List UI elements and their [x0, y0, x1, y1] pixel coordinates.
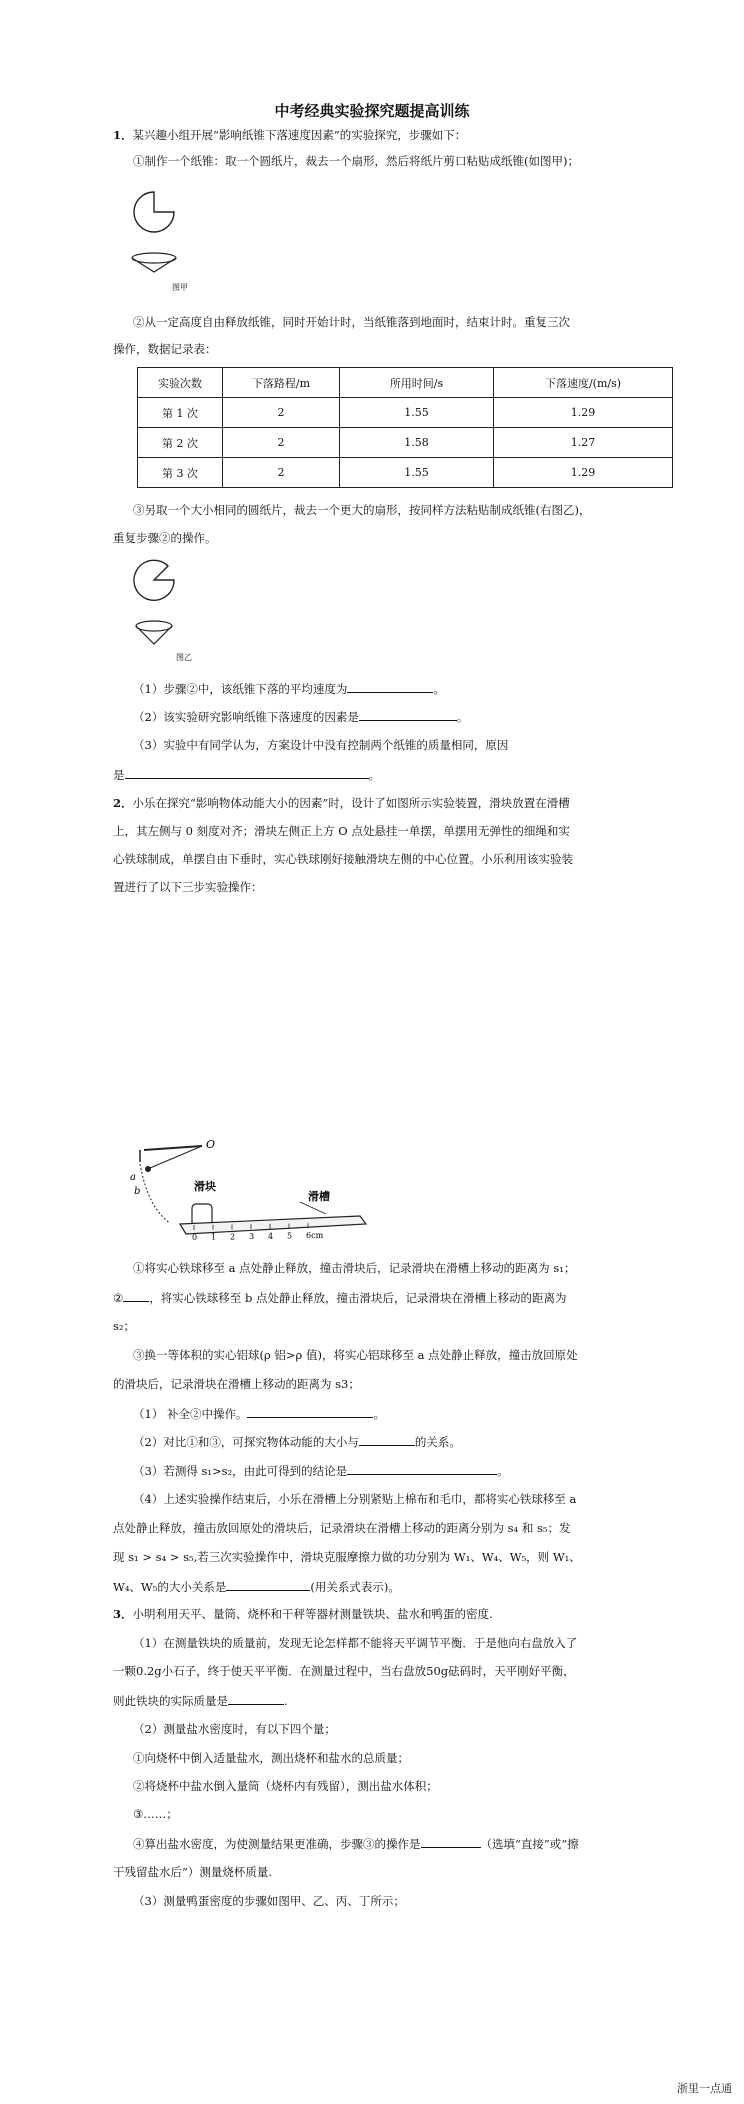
q3-p3: （3）测量鸭蛋密度的步骤如图甲、乙、丙、丁所示； — [133, 1894, 405, 1908]
table-header: 所用时间/s — [340, 368, 494, 398]
q3-p2-step2: ②将烧杯中盐水倒入量筒（烧杯内有残留），测出盐水体积； — [133, 1779, 438, 1793]
label-block: 滑块 — [194, 1180, 216, 1193]
q2-op1: ①将实心铁球移至 a 点处静止释放，撞击滑块后，记录滑块在滑槽上移动的距离为 s₁； — [133, 1261, 576, 1275]
label-a: a — [130, 1172, 136, 1183]
q2-sub4-line1: （4）上述实验操作结束后，小乐在滑槽上分别紧贴上棉布和毛巾，都将实心铁球移至 a — [133, 1492, 577, 1506]
answer-blank[interactable] — [247, 1405, 373, 1418]
cut-circle-shape — [134, 560, 174, 600]
q1-sub3-line2 — [113, 766, 380, 783]
q2-sub2 — [133, 1433, 461, 1450]
cone-figure-yi — [130, 558, 190, 658]
table-header: 下落速度/(m/s) — [494, 368, 673, 398]
answer-blank[interactable] — [347, 680, 433, 693]
q2-sub1 — [133, 1405, 385, 1422]
table-cell: 2 — [223, 458, 340, 488]
table-cell: 2 — [223, 428, 340, 458]
label-groove: 滑槽 — [308, 1190, 330, 1203]
q3-p2-step1: ①向烧杯中倒入适量盐水，测出烧杯和盐水的总质量； — [133, 1751, 409, 1765]
ruler-tick-label: 2 — [230, 1232, 236, 1242]
table-row — [138, 458, 673, 488]
table-cell: 1.29 — [494, 458, 673, 488]
table-header-row — [138, 368, 673, 398]
q1-sub2-text: （2）该实验研究影响纸锥下落速度的因素是 — [133, 710, 359, 724]
q3-p1-end: . — [284, 1694, 288, 1708]
groove-pointer — [300, 1202, 326, 1214]
q2-line3: 心铁球制成，单摆自由下垂时，实心铁球刚好接触滑块左侧的中心位置。小乐利用该实验装 — [113, 852, 573, 866]
q2-line1-text: 小乐在探究“影响物体动能大小的因素”时，设计了如图所示实验装置，滑块放置在滑槽 — [132, 796, 570, 810]
answer-blank[interactable] — [123, 1289, 149, 1302]
answer-blank[interactable] — [359, 1433, 415, 1446]
period: 。 — [433, 682, 445, 696]
q3-p2-step3: ③……； — [133, 1807, 178, 1821]
q2-op2-text: ，将实心铁球移至 b 点处静止释放，撞击滑块后，记录滑块在滑槽上移动的距离为 — [149, 1291, 567, 1305]
q1-sub3-line1: （3）实验中有同学认为，方案设计中没有控制两个纸锥的质量相同，原因 — [133, 738, 509, 752]
ruler-tick-label: 1 — [211, 1232, 217, 1242]
q2-sub3 — [133, 1462, 509, 1479]
table-cell: 1.27 — [494, 428, 673, 458]
table-row — [138, 398, 673, 428]
table-cell: 第 1 次 — [138, 398, 223, 428]
q2-op2-end: s₂； — [113, 1319, 136, 1333]
q1-step3-line1: ③另取一个大小相同的圆纸片，裁去一个更大的扇形，按同样方法粘贴制成纸锥(右图乙)， — [133, 503, 591, 517]
q1-intro — [113, 127, 466, 143]
q3-intro-text: 小明利用天平、量筒、烧杯和干秤等器材测量铁块、盐水和鸭蛋的密度. — [132, 1607, 493, 1621]
table-cell: 1.29 — [494, 398, 673, 428]
answer-blank[interactable] — [421, 1835, 481, 1848]
ruler-tick-label: 3 — [249, 1232, 255, 1242]
iron-ball — [145, 1166, 151, 1172]
data-table — [137, 367, 673, 488]
q1-step2-line2: 操作，数据记录表： — [113, 342, 217, 356]
q2-sub3-text: （3）若测得 s₁>s₂，由此可得到的结论是 — [133, 1464, 348, 1478]
q1-sub1-text: （1）步骤②中，该纸锥下落的平均速度为 — [133, 682, 348, 696]
q1-step3-line2: 重复步骤②的操作。 — [113, 531, 217, 545]
answer-blank[interactable] — [226, 1578, 310, 1591]
cone-rim — [136, 621, 172, 631]
period: 。 — [497, 1464, 509, 1478]
q1-step1: ①制作一个纸锥：取一个圆纸片，裁去一个扇形，然后将纸片剪口粘贴成纸锥(如图甲)； — [133, 154, 579, 168]
period: 。 — [368, 768, 380, 782]
table-cell: 1.55 — [340, 458, 494, 488]
q2-line2: 上，其左侧与 0 刻度对齐；滑块左侧正上方 O 点处悬挂一单摆，单摆用无弹性的细绳和实 — [113, 824, 570, 838]
ruler-tick-label: 4 — [268, 1231, 274, 1241]
table-header: 实验次数 — [138, 368, 223, 398]
period: 。 — [373, 1407, 385, 1421]
swing-arc — [140, 1164, 170, 1223]
ruler-tick-label: 0 — [192, 1233, 198, 1242]
q1-sub2 — [133, 708, 468, 725]
cone-body — [132, 258, 176, 272]
answer-blank[interactable] — [347, 1462, 497, 1475]
q2-sub4-end: (用关系式表示)。 — [310, 1580, 400, 1594]
q3-intro — [113, 1606, 493, 1622]
table-row — [138, 428, 673, 458]
fig-yi-label: 图乙 — [176, 653, 192, 662]
table-cell: 第 3 次 — [138, 458, 223, 488]
q3-p2-step4 — [133, 1835, 579, 1852]
q3-p1-line2: 一颗0.2g小石子，终于使天平平衡．在测量过程中，当右盘放50g砝码时，天平刚好平衡， — [113, 1664, 575, 1678]
q2-op3-line2: 的滑块后，记录滑块在滑槽上移动的距离为 s3； — [113, 1377, 360, 1391]
page-title: 中考经典实验探究题提高训练 — [274, 102, 470, 120]
table-cell: 1.58 — [340, 428, 494, 458]
q3-number: 3． — [113, 1607, 133, 1621]
table-cell: 2 — [223, 398, 340, 428]
label-b: b — [134, 1186, 141, 1197]
period: 。 — [456, 710, 469, 724]
q1-sub1 — [133, 680, 445, 697]
q2-sub2-end: 的关系。 — [414, 1435, 461, 1449]
label-O: O — [206, 1138, 216, 1151]
q2-line1 — [113, 795, 570, 811]
q3-p2-step4-text: ④算出盐水密度，为使测量结果更准确，步骤③的操作是 — [133, 1837, 421, 1851]
q2-sub1-text: （1） 补全②中操作。 — [133, 1407, 248, 1421]
q1-number: 1． — [113, 128, 133, 142]
cone-body — [136, 626, 172, 644]
q2-number: 2． — [113, 796, 133, 810]
answer-blank[interactable] — [228, 1692, 284, 1705]
q2-sub4-line4 — [113, 1578, 400, 1595]
ruler-tick-label: 6cm — [306, 1231, 324, 1241]
q2-sub4-line3: 现 s₁ > s₄ > s₅,若三次实验操作中，滑块克服摩擦力做的功分别为 W₁、W₄、W₅，则 W₁、 — [113, 1550, 581, 1564]
q2-line4: 置进行了以下三步实验操作： — [113, 880, 263, 894]
q3-p1-text: 则此铁块的实际质量是 — [113, 1694, 228, 1708]
answer-blank[interactable] — [359, 708, 457, 721]
q2-sub2-text: （2）对比①和③，可探究物体动能的大小与 — [133, 1435, 359, 1449]
footer-brand: 浙里一点通 — [677, 2082, 732, 2095]
table-cell: 第 2 次 — [138, 428, 223, 458]
answer-blank[interactable] — [125, 766, 369, 779]
q3-p1-line1: （1）在测量铁块的质量前，发现无论怎样都不能将天平调节平衡．于是他向右盘放入了 — [133, 1636, 578, 1650]
q2-op2 — [113, 1289, 566, 1306]
table-header: 下落路程/m — [223, 368, 340, 398]
q3-p2-step4-end: （选填“直接”或“擦 — [480, 1837, 579, 1851]
q1-step2-line1: ②从一定高度自由释放纸锥，同时开始计时，当纸锥落到地面时，结束计时。重复三次 — [133, 315, 570, 329]
cut-circle-shape — [134, 192, 174, 232]
q3-p2: （2）测量盐水密度时，有以下四个量； — [133, 1722, 336, 1736]
ruler-tick-label: 5 — [287, 1231, 293, 1241]
fig-jia-label: 图甲 — [172, 283, 188, 292]
pendulum-apparatus-figure — [130, 1138, 370, 1250]
q3-p2-step4-line2: 干残留盐水后”）测量烧杯质量. — [113, 1865, 273, 1879]
table-cell: 1.55 — [340, 398, 494, 428]
q2-sub4-line2: 点处静止释放，撞击放回原处的滑块后，记录滑块在滑槽上移动的距离分别为 s₄ 和 s₅；发 — [113, 1521, 571, 1535]
q1-intro-text: 某兴趣小组开展“影响纸锥下落速度因素”的实验探究，步骤如下： — [132, 128, 467, 142]
cone-figure-jia — [130, 190, 190, 290]
q2-op2-num: ② — [113, 1291, 124, 1305]
q2-sub4-text: W₄、W₅的大小关系是 — [113, 1580, 227, 1594]
q2-op3-line1: ③换一等体积的实心铝球(ρ 铝>ρ 值)，将实心铝球移至 a 点处静止释放，撞击放回原处 — [133, 1348, 578, 1362]
q3-p1-line3 — [113, 1692, 288, 1709]
q1-sub3-text: 是 — [113, 768, 125, 782]
